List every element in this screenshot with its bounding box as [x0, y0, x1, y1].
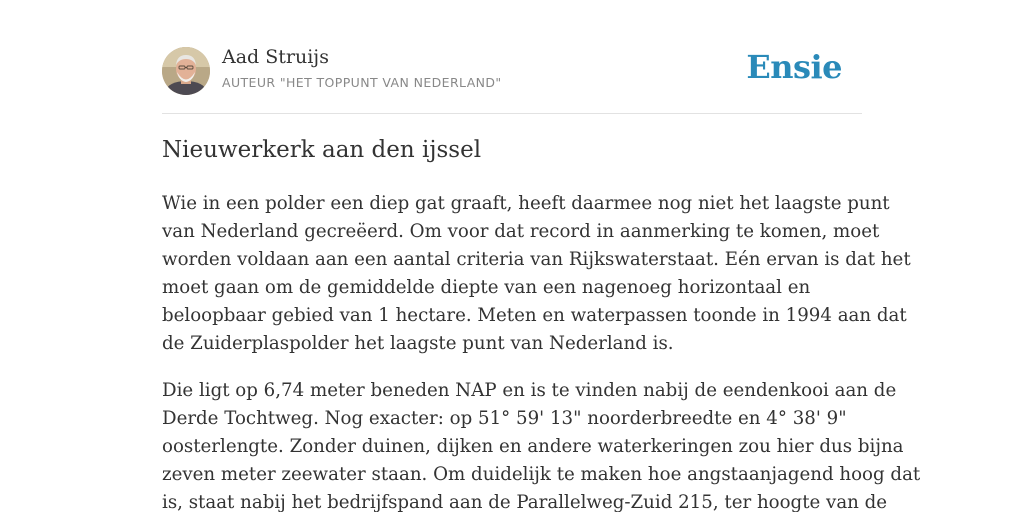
paragraph-line: Derde Tochtweg. Nog exacter: op 51° 59' 13" noorderbreedte en 4° 38' 9": [162, 408, 847, 429]
paragraph-line: de Zuiderplaspolder het laagste punt van Nederland is.: [162, 333, 674, 354]
paragraph-line: moet gaan om de gemiddelde diepte van een nagenoeg horizontaal en: [162, 277, 811, 298]
article-paragraph: [162, 190, 911, 358]
article-title: Nieuwerkerk aan den ijssel: [162, 137, 482, 163]
header-divider: [162, 113, 862, 114]
paragraph-line: zeven meter zeewater staan. Om duidelijk te maken hoe angstaanjagend hoog dat: [162, 464, 921, 485]
ensie-logo[interactable]: Ensie: [746, 48, 842, 86]
paragraph-line: van Nederland gecreëerd. Om voor dat record in aanmerking te komen, moet: [162, 221, 880, 242]
author-avatar[interactable]: [162, 47, 210, 95]
paragraph-line: beloopbaar gebied van 1 hectare. Meten en waterpassen toonde in 1994 aan dat: [162, 305, 907, 326]
paragraph-line: Wie in een polder een diep gat graaft, heeft daarmee nog niet het laagste punt: [162, 193, 890, 214]
author-photo: [162, 47, 210, 95]
paragraph-line: Die ligt op 6,74 meter beneden NAP en is te vinden nabij de eendenkooi aan de: [162, 380, 897, 401]
paragraph-line: is, staat nabij het bedrijfspand aan de Parallelweg-Zuid 215, ter hoogte van de: [162, 492, 888, 512]
article-paragraph: [162, 377, 921, 512]
paragraph-line: oosterlengte. Zonder duinen, dijken en andere waterkeringen zou hier dus bijna: [162, 436, 904, 457]
paragraph-line: worden voldaan aan een aantal criteria van Rijkswaterstaat. Eén ervan is dat het: [162, 249, 911, 270]
author-role: AUTEUR "HET TOPPUNT VAN NEDERLAND": [222, 75, 502, 90]
author-name[interactable]: Aad Struijs: [222, 46, 329, 68]
author-header: [162, 46, 862, 96]
article-body: [162, 190, 921, 512]
